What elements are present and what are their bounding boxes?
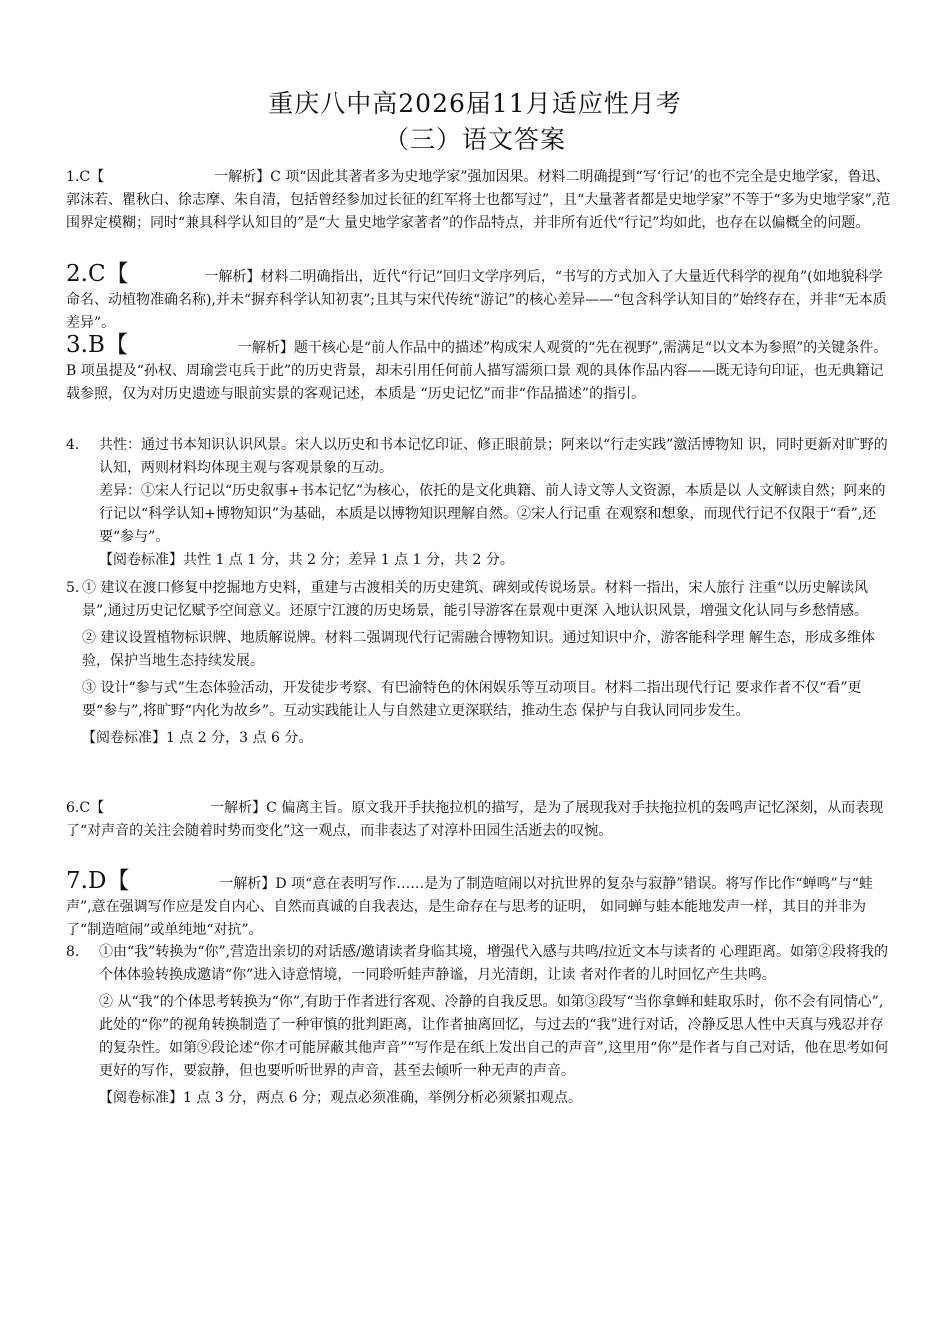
answer-8-number: 8. xyxy=(66,944,80,960)
answer-2-text: 材料二明确指出，近代“行记”回归文学序列后，“书写的方式加入了大量近代科学的视角”(如地貌科学命名、动植物准确名称),并未“摒弃科学认知初衷”;且其与宋代传统“游记”的核心差异——“包含科学认知目的”始终存在，并非“无本质差异”。 xyxy=(66,269,887,331)
answer-4-commonality: 共性：通过书本知识认识风景。宋人以历史和书本记忆印证、修正眼前景；阿来以“行走实践”激活博物知 识，同时更新对旷野的认知，两则材料均体现主观与客观景象的互动。 xyxy=(99,437,888,476)
answer-2-number: 2.C【 xyxy=(66,261,129,287)
answer-1-label: 一解析】 xyxy=(214,169,271,185)
answer-6-number: 6.C【 xyxy=(66,800,105,816)
answer-5-point-1: ① 建议在渡口修复中挖掘地方史料，重建与古渡相关的历史建筑、碑刻或传说场景。材料一指出，宋人旅行 注重“以历史解读风景”,通过历史记忆赋予空间意义。还原宁江渡的历史场景，能引导游客在景观中更深 入地认识风景，增强文化认同与乡愁情感。 xyxy=(82,580,869,619)
answer-5 xyxy=(66,577,892,754)
answer-4-grading: 【阅卷标准】共性 1 点 1 分，共 2 分；差异 1 点 1 分，共 2 分。 xyxy=(99,552,514,568)
answer-7-number: 7.D【 xyxy=(66,868,130,894)
page-subtitle: （三）语文答案 xyxy=(383,125,566,154)
answer-3-number: 3.B【 xyxy=(66,332,128,358)
answer-5-point-3: ③ 设计“参与式”生态体验活动，开发徒步考察、有巴渝特色的休闲娱乐等互动项目。材料二指出现代行记 要求作者不仅“看”更要“参与”,将旷野“内化为故乡”。互动实践能让人与自然建立更深联结，推动生态 保护与自我认同同步发生。 xyxy=(82,680,862,719)
answer-7-text: D 项“意在表明写作……是为了制造喧闹以对抗世界的复杂与寂静”错误。将写作比作“蝉鸣”与“蛙声”,意在强调写作应是发自内心、自然而真诚的自我表达，是生命存在与思考的证明， 如同蝉与蛙本能地发声一样，其目的并非为了“制造喧闹”或单纯地“对抗”。 xyxy=(66,876,873,938)
answer-1-number: 1.C【 xyxy=(66,169,105,185)
answer-7 xyxy=(66,870,892,942)
answer-2-label: 一解析】 xyxy=(204,269,261,285)
answer-6-label: 一解析】 xyxy=(210,800,267,816)
answer-5-point-2: ② 建议设置植物标识牌、地质解说牌。材料二强调现代行记需融合博物知识。通过知识中介，游客能科学理 解生态，形成多维体验，保护当地生态持续发展。 xyxy=(82,630,875,669)
answer-2 xyxy=(66,263,892,335)
answer-6-text: C 偏离主旨。原文我开手扶拖拉机的描写，是为了展现我对手扶拖拉机的轰鸣声记忆深刻，从而表现了“对声音的关注会随着时势而变化”这一观点，而非表达了对淳朴田园生活逝去的叹惋。 xyxy=(66,800,884,839)
answer-1-text: C 项“因此其著者多为史地学家”强加因果。材料二明确提到“写‘行记’的也不完全是史地学家，鲁迅、郭沫若、瞿秋白、徐志摩、朱自清，包括曾经参加过长征的红军将士也都写过”，且“大量著者都是史地学家”不等于“多为史地学家”,范围界定模糊；同时“兼具科学认知目的”是“大 量史地学家著者”的作品特点，并非所有近代“行记”均如此，也存在以偏概全的问题。 xyxy=(66,169,891,231)
answer-1 xyxy=(66,166,892,235)
answer-6 xyxy=(66,797,892,843)
answer-7-label: 一解析】 xyxy=(219,876,276,892)
answer-5-grading: 【阅卷标准】1 点 2 分，3 点 6 分。 xyxy=(82,730,313,746)
answer-8-point-1: ①由“我”转换为“你”,营造出亲切的对话感/邀请读者身临其境，增强代入感与共鸣/拉近文本与读者的 心理距离。如第②段将我的个体体验转换成邀请“你”进入诗意情境，一同聆听蛙声静谧，月光清朗，让读 者对作者的儿时回忆产生共鸣。 xyxy=(99,944,888,983)
answer-3-text: 题干核心是“前人作品中的描述”构成宋人观赏的“先在视野”,需满足“以文本为参照”的关键条件。B 项虽提及“孙权、周瑜尝屯兵于此”的历史背景，却未引用任何前人描写濡须口景 观的具体作品内容——既无诗句印证，也无典籍记载参照，仅为对历史遗迹与眼前实景的客观记述，本质是 “历史记忆”而非“作品描述”的指引。 xyxy=(66,340,888,402)
page-title: 重庆八中高2026届11月适应性月考 xyxy=(268,89,682,118)
answer-3 xyxy=(66,334,892,406)
answer-5-number: 5. xyxy=(66,580,80,596)
answer-8-grading: 【阅卷标准】1 点 3 分，两点 6 分；观点必须准确，举例分析必须紧扣观点。 xyxy=(99,1090,582,1106)
answer-8 xyxy=(66,941,892,1114)
answer-3-label: 一解析】 xyxy=(237,340,294,356)
answer-8-point-2: ② 从“我”的个体思考转换为“你”,有助于作者进行客观、冷静的自我反思。如第③段写“当你拿蝉和蛙取乐时，你不会有同情心”,此处的“你”的视角转换制造了一种审慎的批判距离，让作者抽离回忆，与过去的“我”进行对话，冷静反思人性中天真与残忍并存的复杂性。如第⑨段论述“你才可能屏蔽其他声音”“写作是在纸上发出自己的声音”,这里用“你”是作者与自己对话，他在思考如何更好的写作，要寂静，但也要听听世界的声音，甚至去倾听一种无声的声音。 xyxy=(99,994,889,1079)
answer-4-number: 4. xyxy=(66,437,80,453)
answer-4 xyxy=(66,434,892,572)
answer-4-difference: 差异：①宋人行记以“历史叙事+书本记忆”为核心，依托的是文化典籍、前人诗文等人文资源，本质是以 人文解读自然；阿来的行记以“科学认知+博物知识”为基础，本质是以博物知识理解自然。②宋人行记重 在观察和想象，而现代行记不仅限于“看”,还要“参与”。 xyxy=(99,483,886,545)
